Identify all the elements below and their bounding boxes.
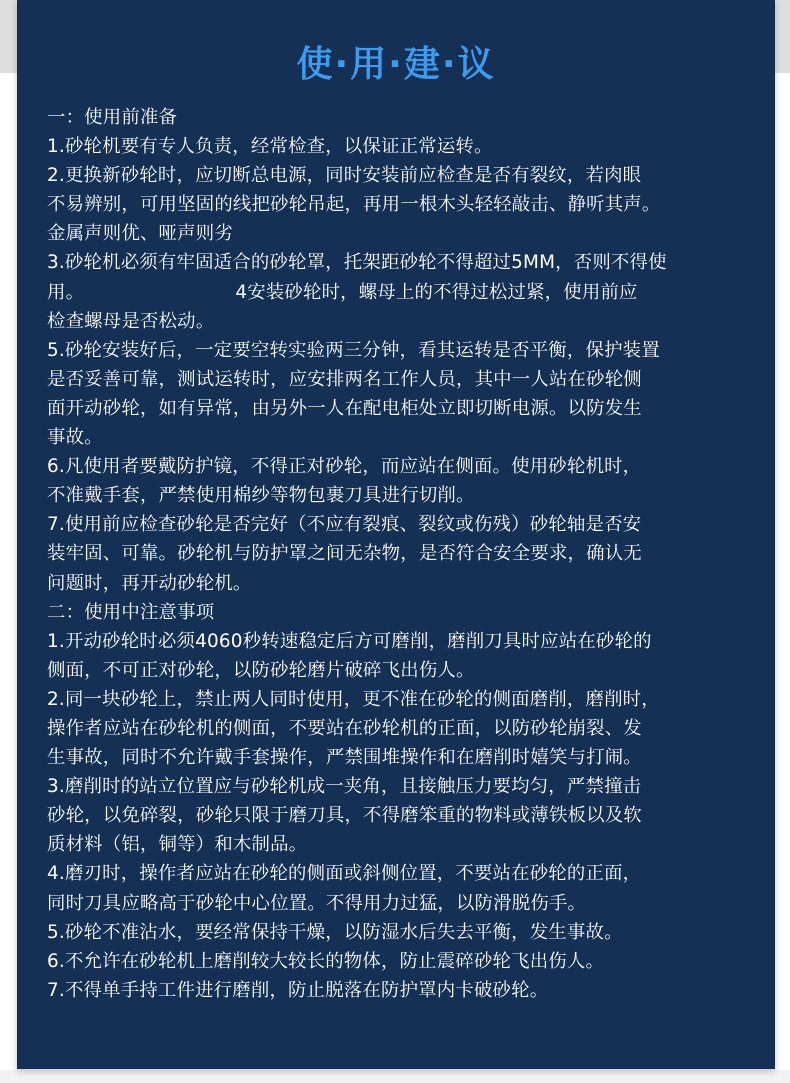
text-line: 金属声则优、哑声则劣 <box>47 223 233 245</box>
text-line: 3.磨削时的站立位置应与砂轮机成一夹角，且接触压力要均匀，严禁撞击 <box>47 776 642 798</box>
text-line: 事故。 <box>47 427 103 449</box>
text-line: 5.砂轮安装好后，一定要空转实验两三分钟，看其运转是否平衡，保护装置 <box>47 339 660 361</box>
page-bottom-strip <box>0 1070 790 1083</box>
text-line: 3.砂轮机必须有牢固适合的砂轮罩，托架距砂轮不得超过5MM，否则不得使 <box>47 252 667 274</box>
advice-content <box>47 103 777 1005</box>
text-line: 1.砂轮机要有专人负责，经常检查，以保证正常运转。 <box>47 136 493 158</box>
text-line: 操作者应站在砂轮机的侧面，不要站在砂轮机的正面，以防砂轮崩裂、发 <box>47 717 642 739</box>
text-line: 生事故，同时不允许戴手套操作，严禁围堆操作和在磨削时嬉笑与打闹。 <box>47 747 642 769</box>
text-line: 砂轮，以免碎裂，砂轮只限于磨刀具，不得磨笨重的物料或薄铁板以及软 <box>47 805 642 827</box>
text-line: 4.磨刃时，操作者应站在砂轮的侧面或斜侧位置，不要站在砂轮的正面， <box>47 863 642 885</box>
text-line: 不易辨别，可用坚固的线把砂轮吊起，再用一根木头轻轻敲击、静听其声。 <box>47 194 661 216</box>
text-line: 面开动砂轮，如有异常，由另外一人在配电柜处立即切断电源。以防发生 <box>47 397 642 419</box>
text-line: 7.使用前应检查砂轮是否完好（不应有裂痕、裂纹或伤残）砂轮轴是否安 <box>47 514 642 536</box>
page-title: 使·用·建·议 <box>296 44 496 85</box>
text-line: 2.更换新砂轮时，应切断总电源，同时安装前应检查是否有裂纹，若肉眼 <box>47 165 642 187</box>
text-line: 6.凡使用者要戴防护镜，不得正对砂轮，而应站在侧面。使用砂轮机时， <box>47 456 642 478</box>
text-line: 是否妥善可靠，测试运转时，应安排两名工作人员，其中一人站在砂轮侧 <box>47 368 642 390</box>
text-line: 6.不允许在砂轮机上磨削较大较长的物体，防止震碎砂轮飞出伤人。 <box>47 950 605 972</box>
text-line: 装牢固、可靠。砂轮机与防护罩之间无杂物，是否符合安全要求，确认无 <box>47 543 642 565</box>
advice-panel <box>17 0 775 1069</box>
text-line: 检查螺母是否松动。 <box>47 310 215 332</box>
text-line: 用。 4安装砂轮时，螺母上的不得过松过紧，使用前应 <box>47 281 638 303</box>
section-heading-before-use: 一：使用前准备 <box>47 107 178 128</box>
text-line: 同时刀具应略高于砂轮中心位置。不得用力过猛，以防滑脱伤手。 <box>47 892 587 914</box>
text-line: 1.开动砂轮时必须4060秒转速稳定后方可磨削，磨削刀具时应站在砂轮的 <box>47 630 652 652</box>
text-line: 不准戴手套，严禁使用棉纱等物包裹刀具进行切削。 <box>47 485 475 507</box>
text-line: 7.不得单手持工件进行磨削，防止脱落在防护罩内卡破砂轮。 <box>47 979 549 1001</box>
text-line: 2.同一块砂轮上，禁止两人同时使用，更不准在砂轮的侧面磨削，磨削时， <box>47 688 660 710</box>
text-line: 问题时，再开动砂轮机。 <box>47 572 252 594</box>
text-line: 质材料（铝，铜等）和木制品。 <box>47 834 308 856</box>
section-heading-during-use: 二：使用中注意事项 <box>47 601 215 623</box>
text-line: 侧面，不可正对砂轮，以防砂轮磨片破碎飞出伤人。 <box>47 659 475 681</box>
text-line: 5.砂轮不准沾水，要经常保持干燥，以防湿水后失去平衡，发生事故。 <box>47 921 623 943</box>
